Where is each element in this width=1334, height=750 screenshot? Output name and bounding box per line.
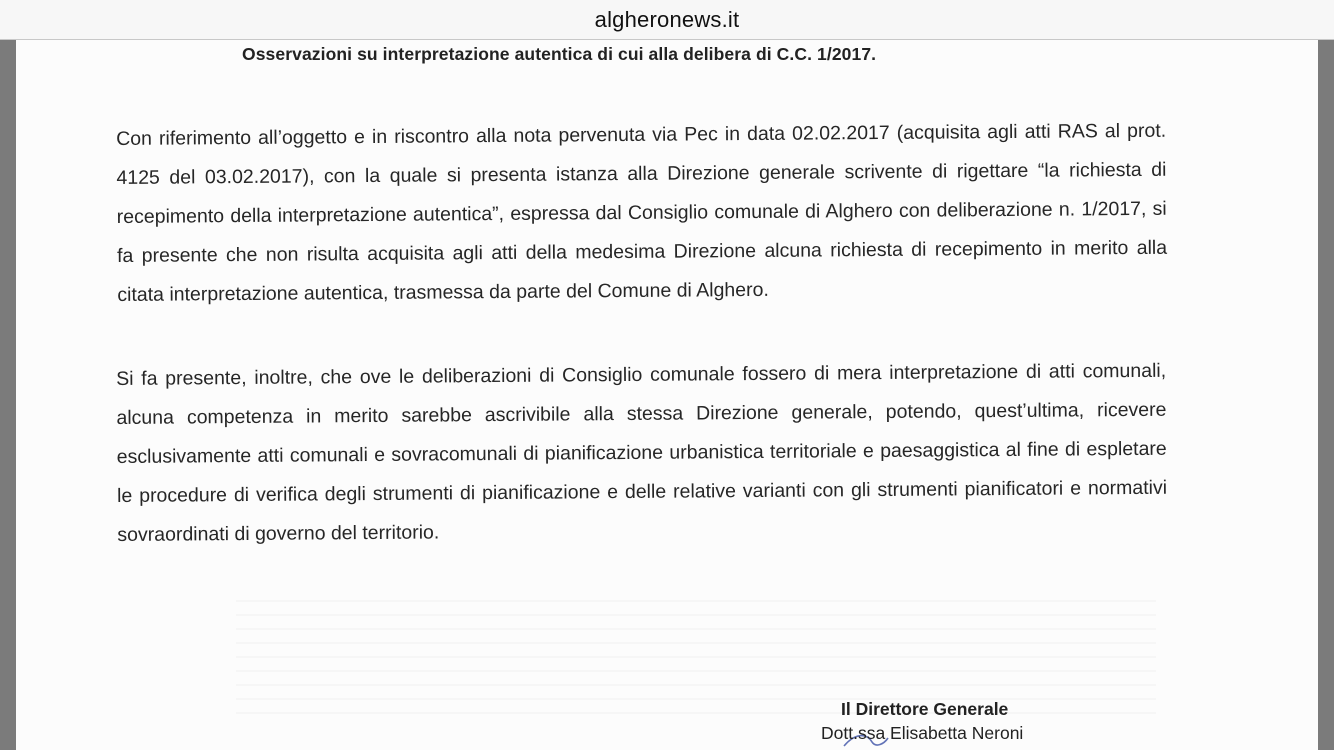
paragraph-2: Si fa presente, inoltre, che ove le deliberazioni di Consiglio comunale fossero di mera interpretazione di atti comunali, alcuna competenza in merito sarebbe ascrivibile alla stessa Direzione generale, potendo, quest’ultima, ricevere esclusivamente atti comunali e sovracomunali di pianificazione urbanistica territoriale e paesaggistica al fine di espletare le procedure di verifica degli strumenti di pianificazione e delle relative varianti con gli strumenti pianificatori e normativi sovraordinati di governo del territorio. (116, 359, 1168, 546)
browser-address-bar[interactable] (0, 0, 1334, 40)
url-text[interactable]: algheronews.it (594, 6, 740, 32)
paragraph-1: Con riferimento all’oggetto e in riscontro alla nota pervenuta via Pec in data 02.02.2017 (acquisita agli atti RAS al prot. 4125 del 03.02.2017), con la quale si presenta istanza alla Direzione generale scrivente di rigettare “la richiesta di recepimento della interpretazione autentica”, espressa dal Consiglio comunale di Alghero con deliberazione n. 1/2017, si fa presente che non risulta acquisita agli atti della medesima Direzione alcuna richiesta di recepimento in merito alla citata interpretazione autentica, trasmessa da parte del Comune di Alghero. (116, 119, 1168, 306)
signature-name: Dott.ssa Elisabetta Neroni (821, 723, 1024, 743)
signature-role: Il Direttore Generale (841, 699, 1009, 719)
scan-background-texture (236, 600, 1156, 720)
document-page (16, 40, 1318, 750)
document-title: Osservazioni su interpretazione autentica di cui alla delibera di C.C. 1/2017. (242, 44, 877, 64)
